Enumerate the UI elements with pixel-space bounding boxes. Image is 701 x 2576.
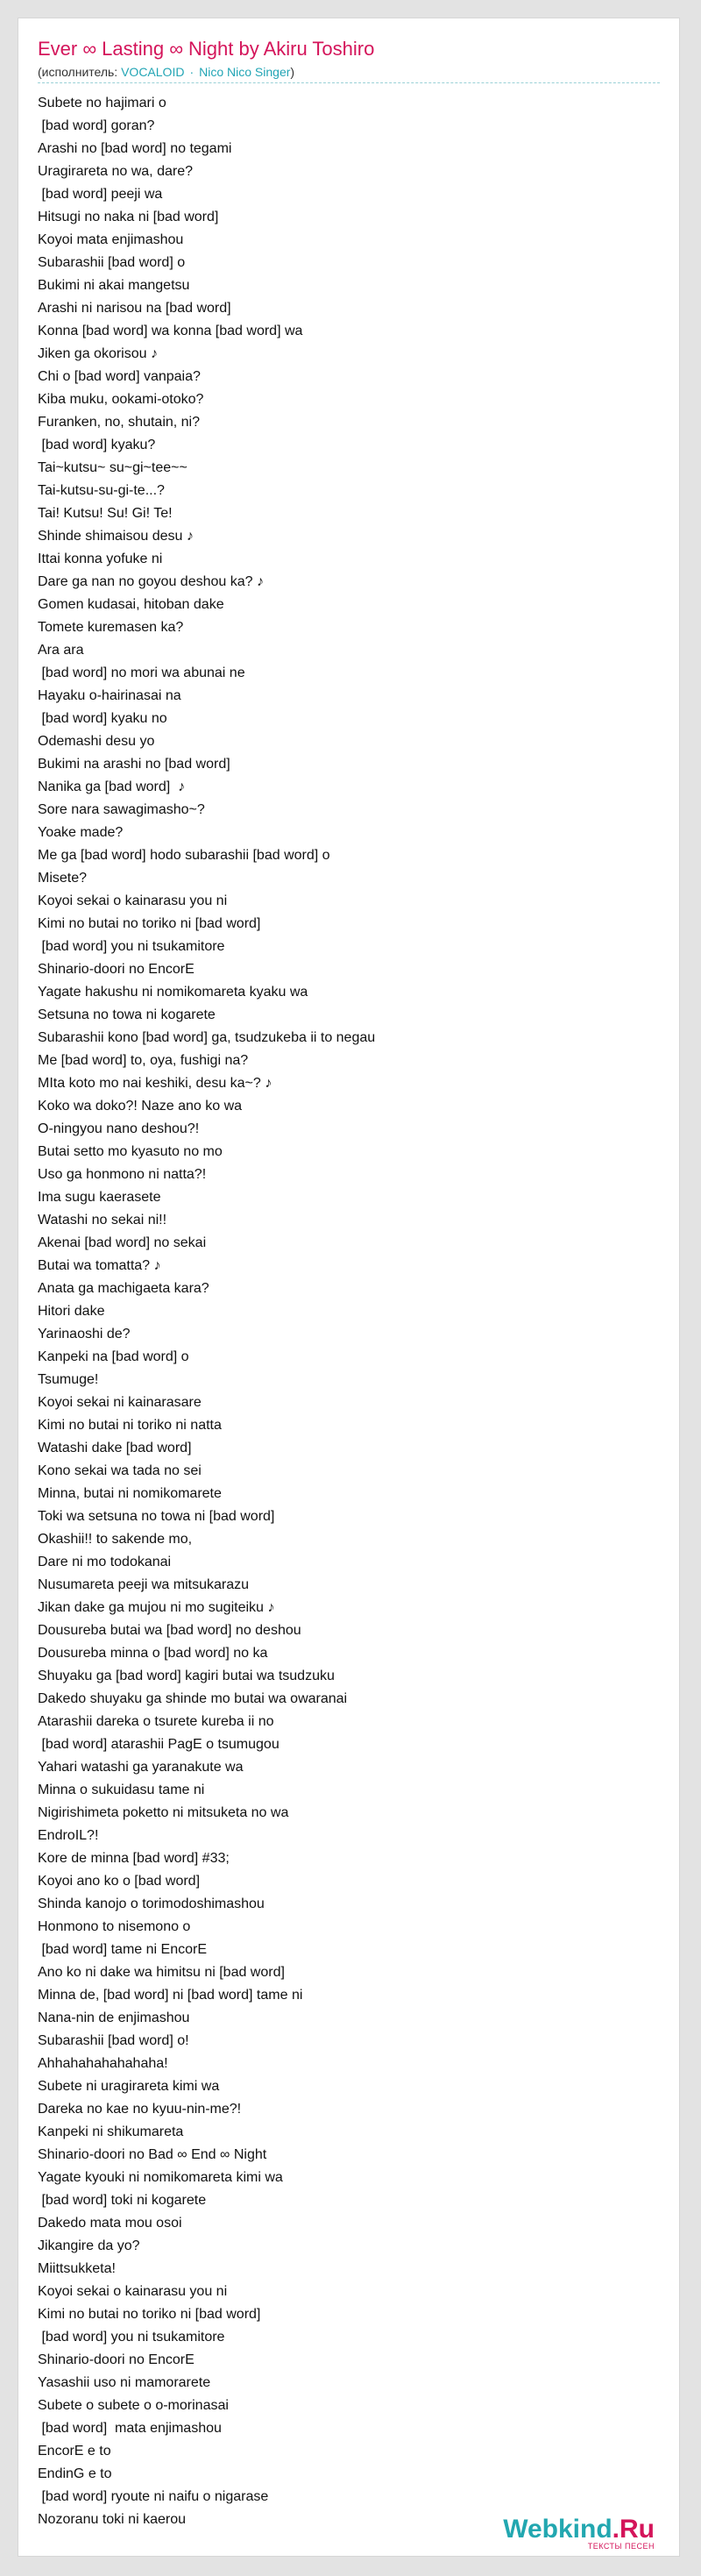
- lyric-line: EndinG e to: [38, 2466, 112, 2481]
- lyric-line: Honmono to nisemono o: [38, 1919, 191, 1934]
- lyric-line: Kimi no butai ni toriko ni natta: [38, 1418, 222, 1433]
- lyric-line: Yoake made?: [38, 825, 124, 840]
- lyric-line: Kanpeki ni shikumareta: [38, 2124, 184, 2139]
- lyric-line: Shinario-doori no EncorE: [38, 962, 195, 977]
- lyric-line: Uragirareta no wa, dare?: [38, 164, 193, 179]
- logo-brand: Webkind: [503, 2515, 612, 2544]
- lyric-line: EncorE e to: [38, 2444, 111, 2459]
- lyric-line: Dareka no kae no kyuu-nin-me?!: [38, 2102, 242, 2117]
- lyric-line: Atarashii dareka o tsurete kureba ii no: [38, 1714, 274, 1729]
- lyric-line: Kore de minna [bad word] #33;: [38, 1851, 230, 1866]
- lyric-line: Nanika ga [bad word] ♪: [38, 779, 186, 794]
- lyric-line: Dousureba butai wa [bad word] no deshou: [38, 1623, 301, 1638]
- lyric-line: Hitsugi no naka ni [bad word]: [38, 210, 219, 224]
- lyric-line: Yarinaoshi de?: [38, 1327, 131, 1341]
- lyric-line: [bad word] you ni tsukamitore: [38, 2330, 225, 2345]
- lyric-line: Koyoi mata enjimashou: [38, 232, 184, 247]
- lyric-line: O-ningyou nano deshou?!: [38, 1121, 200, 1136]
- lyric-line: Koyoi sekai o kainarasu you ni: [38, 893, 228, 908]
- lyric-line: Minna o sukuidasu tame ni: [38, 1783, 205, 1797]
- lyric-line: Toki wa setsuna no towa ni [bad word]: [38, 1509, 275, 1524]
- lyric-line: Sore nara sawagimasho~?: [38, 802, 205, 817]
- lyric-line: Kiba muku, ookami-otoko?: [38, 392, 204, 407]
- lyric-line: Yagate hakushu ni nomikomareta kyaku wa: [38, 985, 308, 1000]
- lyric-line: EndroIL?!: [38, 1828, 99, 1843]
- lyric-line: Me ga [bad word] hodo subarashii [bad word] o: [38, 848, 330, 863]
- lyric-line: Tsumuge!: [38, 1372, 99, 1387]
- lyric-line: Konna [bad word] wa konna [bad word] wa: [38, 324, 303, 338]
- lyric-line: Tai~kutsu~ su~gi~tee~~: [38, 460, 188, 475]
- lyric-line: Me [bad word] to, oya, fushigi na?: [38, 1053, 249, 1068]
- lyric-line: Dare ga nan no goyou deshou ka? ♪: [38, 574, 264, 589]
- lyric-line: Minna de, [bad word] ni [bad word] tame ni: [38, 1988, 303, 2003]
- logo-tld: Ru: [620, 2515, 655, 2544]
- lyric-line: Kimi no butai no toriko ni [bad word]: [38, 2307, 261, 2322]
- lyric-line: Arashi no [bad word] no tegami: [38, 141, 232, 156]
- lyric-line: Koyoi sekai o kainarasu you ni: [38, 2284, 228, 2299]
- lyric-line: Tai-kutsu-su-gi-te...?: [38, 483, 165, 498]
- lyric-line: [bad word] kyaku?: [38, 438, 156, 452]
- lyric-line: Anata ga machigaeta kara?: [38, 1281, 209, 1296]
- lyric-line: Furanken, no, shutain, ni?: [38, 415, 201, 430]
- lyric-line: Hayaku o-hairinasai na: [38, 688, 181, 703]
- logo-dot: .: [612, 2515, 620, 2544]
- lyric-line: [bad word] you ni tsukamitore: [38, 939, 225, 954]
- lyric-line: [bad word] toki ni kogarete: [38, 2193, 207, 2208]
- artist-link-nico-nico-singer[interactable]: Nico Nico Singer: [199, 65, 291, 79]
- lyric-line: [bad word] atarashii PagE o tsumugou: [38, 1737, 280, 1752]
- lyric-line: Watashi no sekai ni!!: [38, 1213, 167, 1228]
- lyric-line: Shinario-doori no EncorE: [38, 2352, 195, 2367]
- lyric-line: Shinde shimaisou desu ♪: [38, 529, 194, 544]
- lyric-line: Tomete kuremasen ka?: [38, 620, 184, 635]
- lyric-line: [bad word] goran?: [38, 118, 155, 133]
- lyric-line: [bad word] ryoute ni naifu o nigarase: [38, 2489, 269, 2504]
- lyric-line: Yasashii uso ni mamorarete: [38, 2375, 211, 2390]
- lyric-line: Shinda kanojo o torimodoshimashou: [38, 1896, 265, 1911]
- lyric-line: Kanpeki na [bad word] o: [38, 1349, 189, 1364]
- lyric-line: Ahhahahahahahaha!: [38, 2056, 168, 2071]
- lyric-line: Minna, butai ni nomikomarete: [38, 1486, 222, 1501]
- lyric-line: Butai setto mo kyasuto no mo: [38, 1144, 223, 1159]
- lyric-line: Ano ko ni dake wa himitsu ni [bad word]: [38, 1965, 285, 1980]
- lyric-line: Butai wa tomatta? ♪: [38, 1258, 161, 1273]
- lyric-line: Subarashii [bad word] o: [38, 255, 186, 270]
- lyric-line: Uso ga honmono ni natta?!: [38, 1167, 207, 1182]
- lyric-line: [bad word] mata enjimashou: [38, 2421, 222, 2436]
- lyric-line: Ima sugu kaerasete: [38, 1190, 161, 1205]
- lyric-line: Subarashii [bad word] o!: [38, 2033, 189, 2048]
- artist-prefix: (исполнитель:: [38, 65, 122, 79]
- lyric-line: Subete ni uragirareta kimi wa: [38, 2079, 220, 2094]
- lyric-line: Hitori dake: [38, 1304, 105, 1319]
- lyric-line: Shuyaku ga [bad word] kagiri butai wa tsudzuku: [38, 1669, 335, 1683]
- lyric-line: Shinario-doori no Bad ∞ End ∞ Night: [38, 2147, 267, 2162]
- lyric-line: Dousureba minna o [bad word] no ka: [38, 1646, 268, 1661]
- lyric-line: Koko wa doko?! Naze ano ko wa: [38, 1099, 243, 1114]
- lyric-line: Dakedo mata mou osoi: [38, 2216, 182, 2231]
- lyric-line: Dare ni mo todokanai: [38, 1555, 172, 1569]
- lyric-line: Ara ara: [38, 643, 84, 658]
- lyric-line: Dakedo shuyaku ga shinde mo butai wa owaranai: [38, 1691, 348, 1706]
- lyric-line: Okashii!! to sakende mo,: [38, 1532, 193, 1547]
- lyric-line: Bukimi ni akai mangetsu: [38, 278, 190, 293]
- lyric-line: Setsuna no towa ni kogarete: [38, 1007, 216, 1022]
- artist-line: [38, 64, 660, 83]
- site-logo[interactable]: [503, 2516, 655, 2551]
- song-title: Ever ∞ Lasting ∞ Night by Akiru Toshiro: [38, 38, 375, 60]
- artist-suffix: ): [290, 65, 295, 79]
- lyric-line: Subete o subete o o-morinasai: [38, 2398, 229, 2413]
- lyric-line: Jikangire da yo?: [38, 2238, 140, 2253]
- lyric-line: [bad word] no mori wa abunai ne: [38, 665, 245, 680]
- lyric-line: Akenai [bad word] no sekai: [38, 1235, 207, 1250]
- artist-link-vocaloid[interactable]: VOCALOID: [121, 65, 185, 79]
- lyric-line: Odemashi desu yo: [38, 734, 155, 749]
- logo-text: [503, 2516, 655, 2544]
- logo-tagline: ТЕКСТЫ ПЕСЕН: [587, 2542, 655, 2551]
- lyric-line: Miittsukketa!: [38, 2261, 116, 2276]
- artist-separator: ·: [189, 65, 195, 79]
- lyrics-card: [18, 18, 680, 2557]
- lyric-line: Misete?: [38, 871, 88, 886]
- lyric-line: Kimi no butai no toriko ni [bad word]: [38, 916, 261, 931]
- lyric-line: Nozoranu toki ni kaerou: [38, 2512, 186, 2527]
- lyrics-list: [38, 92, 375, 2531]
- lyric-line: Arashi ni narisou na [bad word]: [38, 301, 231, 316]
- lyric-line: Koyoi sekai ni kainarasare: [38, 1395, 202, 1410]
- lyric-line: Chi o [bad word] vanpaia?: [38, 369, 201, 384]
- lyric-line: Subete no hajimari o: [38, 96, 166, 110]
- lyric-line: Koyoi ano ko o [bad word]: [38, 1874, 201, 1889]
- lyric-line: Kono sekai wa tada no sei: [38, 1463, 202, 1478]
- lyric-line: MIta koto mo nai keshiki, desu ka~? ♪: [38, 1076, 273, 1091]
- lyric-line: Yahari watashi ga yaranakute wa: [38, 1760, 244, 1775]
- lyric-line: [bad word] kyaku no: [38, 711, 167, 726]
- lyric-line: [bad word] tame ni EncorE: [38, 1942, 207, 1957]
- lyric-line: Gomen kudasai, hitoban dake: [38, 597, 224, 612]
- lyric-line: Nigirishimeta poketto ni mitsuketa no wa: [38, 1805, 289, 1820]
- lyric-line: [bad word] peeji wa: [38, 187, 163, 202]
- lyric-line: Jiken ga okorisou ♪: [38, 346, 158, 361]
- lyric-line: Subarashii kono [bad word] ga, tsudzukeba ii to negau: [38, 1030, 376, 1045]
- lyric-line: Jikan dake ga mujou ni mo sugiteiku ♪: [38, 1600, 275, 1615]
- lyric-line: Tai! Kutsu! Su! Gi! Te!: [38, 506, 173, 521]
- lyric-line: Nana-nin de enjimashou: [38, 2010, 190, 2025]
- lyric-line: Yagate kyouki ni nomikomareta kimi wa: [38, 2170, 283, 2185]
- lyric-line: Nusumareta peeji wa mitsukarazu: [38, 1577, 249, 1592]
- lyric-line: Bukimi na arashi no [bad word]: [38, 757, 230, 772]
- lyric-line: Ittai konna yofuke ni: [38, 551, 163, 566]
- lyric-line: Watashi dake [bad word]: [38, 1441, 192, 1455]
